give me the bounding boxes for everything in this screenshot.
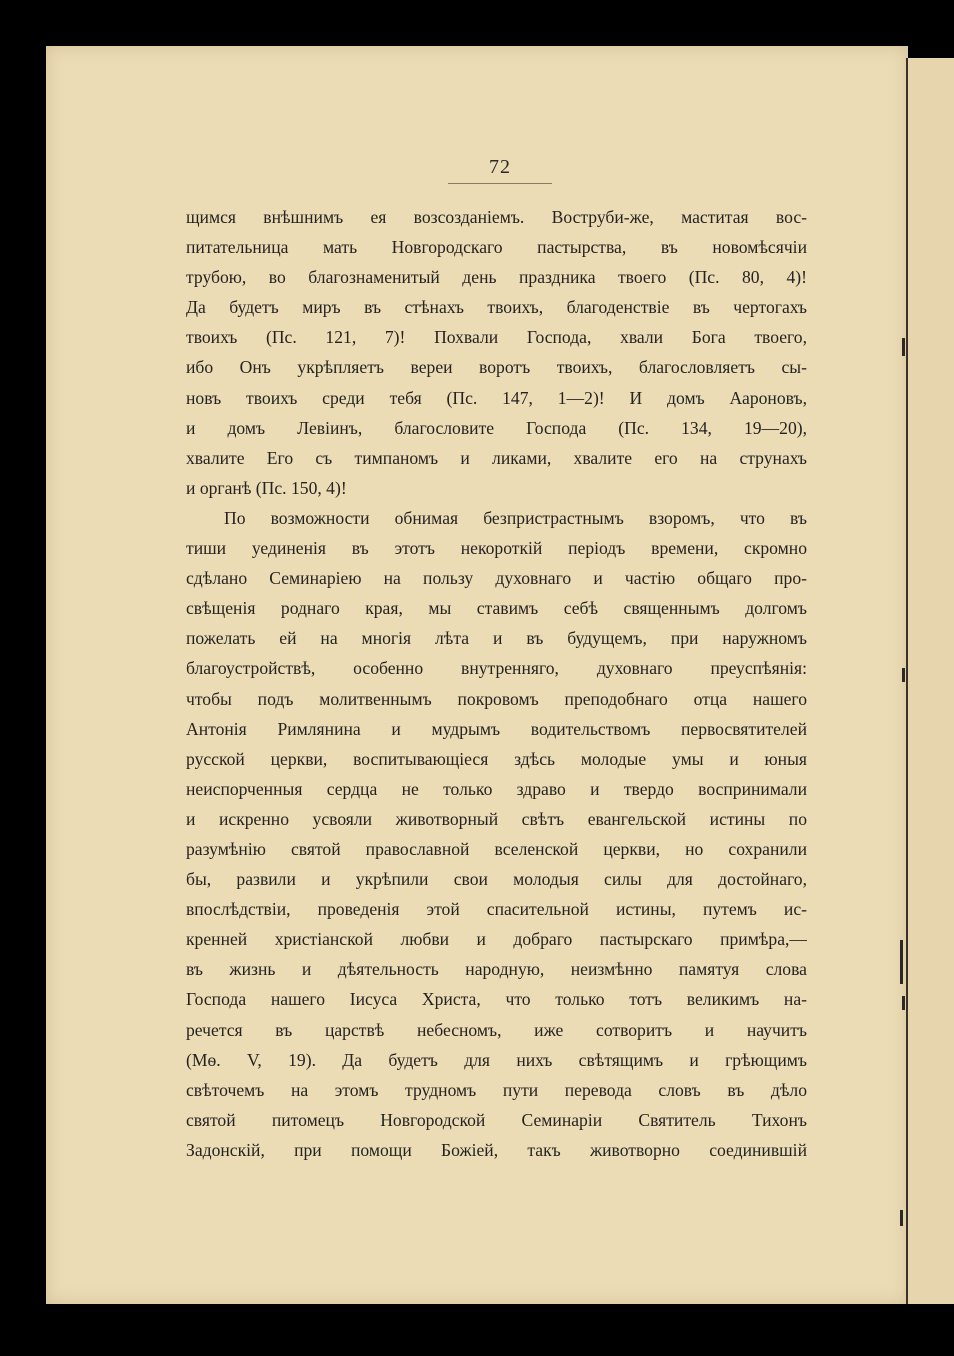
page-edge-mark bbox=[900, 940, 903, 984]
text-line: свѣточемъ на этомъ трудномъ пути перевода словъ въ дѣло bbox=[186, 1079, 807, 1100]
text-line: тиши уединенія въ этотъ некороткій періодъ времени, скромно bbox=[186, 538, 807, 559]
text-line: бы, развили и укрѣпили свои молодыя силы для достойнаго, bbox=[186, 869, 807, 890]
text-line: чтобы подъ молитвеннымъ покровомъ преподобнаго отца нашего bbox=[186, 688, 807, 709]
text-line: и домъ Левіинъ, благословите Господа (Пс. 134, 19—20), bbox=[186, 417, 807, 438]
page-number: 72 bbox=[489, 156, 511, 178]
text-line: разумѣнію святой православной вселенской церкви, но сохранили bbox=[186, 838, 807, 859]
text-line: сдѣлано Семинаріею на пользу духовнаго и частію общаго про- bbox=[186, 568, 807, 589]
text-line: Задонскій, при помощи Божіей, такъ животворно соединившій bbox=[186, 1139, 807, 1160]
page-edge-mark bbox=[902, 338, 905, 356]
text-line: кренней христіанской любви и добраго пастырскаго примѣра,— bbox=[186, 929, 807, 950]
text-line: трубою, во благознаменитый день праздника твоего (Пс. 80, 4)! bbox=[186, 267, 807, 288]
text-line: пожелать ей на многія лѣта и въ будущемъ, при наружномъ bbox=[186, 628, 807, 649]
text-line: хвалите Его съ тимпаномъ и ликами, хвалите его на струнахъ bbox=[186, 447, 807, 468]
adjacent-page-edge bbox=[906, 58, 954, 1304]
text-line: въ жизнь и дѣятельность народную, неизмѣнно памятуя слова bbox=[186, 959, 807, 980]
text-line: твоихъ (Пс. 121, 7)! Похвали Господа, хвали Бога твоего, bbox=[186, 327, 807, 348]
text-line: щимся внѣшнимъ ея возсозданіемъ. Воструби-же, маститая вос- bbox=[186, 207, 807, 227]
body-text bbox=[186, 202, 807, 1165]
text-line: новъ твоихъ среди тебя (Пс. 147, 1—2)! И домъ Аароновъ, bbox=[186, 387, 807, 408]
text-line: впослѣдствіи, проведенія этой спасительной истины, путемъ ис- bbox=[186, 899, 807, 920]
text-line: и искренно усвояли животворный свѣтъ евангельской истины по bbox=[186, 808, 807, 829]
text-line: благоустройствѣ, особенно внутренняго, духовнаго преуспѣянія: bbox=[186, 658, 807, 679]
text-line: неиспорченныя сердца не только здраво и твердо воспринимали bbox=[186, 778, 807, 799]
text-line: Да будетъ миръ въ стѣнахъ твоихъ, благоденствіе въ чертогахъ bbox=[186, 297, 807, 318]
text-line: Господа нашего Іисуса Христа, что только тотъ великимъ на- bbox=[186, 989, 807, 1010]
text-line: ибо Онъ укрѣпляетъ вереи воротъ твоихъ, благословляетъ сы- bbox=[186, 357, 807, 378]
text-line: свѣщенія роднаго края, мы ставимъ себѣ священнымъ долгомъ bbox=[186, 598, 807, 619]
page-edge-mark bbox=[902, 996, 905, 1010]
text-line: Антонія Римлянина и мудрымъ водительствомъ первосвятителей bbox=[186, 718, 807, 739]
text-line: питательница мать Новгородскаго пастырства, въ новомѣсячіи bbox=[186, 237, 807, 258]
page-number-underline bbox=[448, 183, 552, 184]
page-edge-mark bbox=[900, 1210, 903, 1226]
text-line: (Мѳ. V, 19). Да будетъ для нихъ свѣтящимъ и грѣющимъ bbox=[186, 1049, 807, 1070]
text-line: русской церкви, воспитывающіеся здѣсь молодые умы и юныя bbox=[186, 748, 807, 769]
text-line: и органѣ (Пс. 150, 4)! bbox=[186, 477, 347, 498]
text-line: речется въ царствѣ небесномъ, иже сотворитъ и научитъ bbox=[186, 1019, 807, 1040]
text-line: святой питомецъ Новгородской Семинаріи Святитель Тихонъ bbox=[186, 1109, 807, 1130]
text-line: По возможности обнимая безпристрастнымъ взоромъ, что въ bbox=[224, 507, 807, 528]
page-edge-mark bbox=[902, 668, 905, 682]
